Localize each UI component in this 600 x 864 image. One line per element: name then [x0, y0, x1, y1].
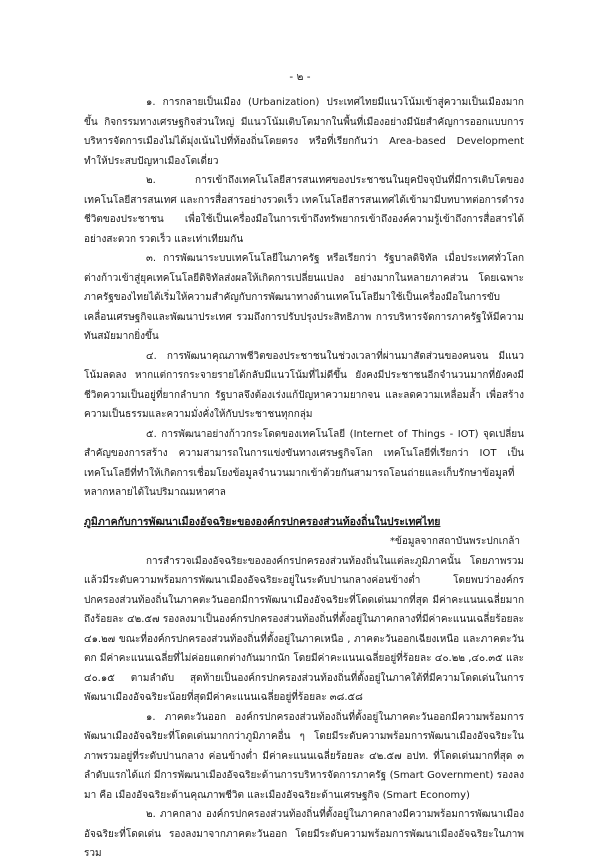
paragraph-eastern-region: ๑. ภาคตะวันออก องค์กรปกครองส่วนท้องถิ่นที่ตั้งอยู่ในภาคตะวันออกมีความพร้อมการพัฒนาเมืองอัจฉริยะที่โดดเด่นมากกว่าภูมิภาคอื่น ๆ โดยมีระดับความพร้อมการพัฒนาเมืองอัจฉริยะในภาพรวมอยู่ที่ระดับปานกลาง ค่อนข้างต่ำ มีค่าคะแนนเฉลี่ยร้อยละ ๔๒.๕๗ อปท. ที่โดดเด่นมากที่สุด ๓ ลำดับแรกได้แก่ มีการพัฒนาเมืองอัจฉริยะด้านการบริหารจัดการภาครัฐ (Smart Government) รองลงมา คือ เมืองอัจฉริยะด้านคุณภาพชีวิต และเมืองอัจฉริยะด้านเศรษฐกิจ (Smart Economy) — [84, 711, 524, 801]
paragraph-central-region: ๒. ภาคกลาง องค์กรปกครองส่วนท้องถิ่นที่ตั้งอยู่ในภาคกลางมีความพร้อมการพัฒนาเมืองอัจฉริยะที่โดดเด่น รองลงมาจากภาคตะวันออก โดยมีระดับความพร้อมการพัฒนาเมืองอัจฉริยะในภาพรวม — [84, 809, 524, 859]
page-number: - ๒ - — [289, 71, 311, 83]
document-body — [84, 93, 524, 864]
section-heading: ภูมิภาคกับการพัฒนาเมืองอัจฉริยะขององค์กรปกครองส่วนท้องถิ่นในประเทศไทย — [84, 515, 441, 528]
paragraph-urbanization: ๑. การกลายเป็นเมือง (Urbanization) ประเทศไทยมีแนวโน้มเข้าสู่ความเป็นเมืองมากขึ้น กิจกรรมทางเศรษฐกิจส่วนใหญ่ มีแนวโน้มเติบโตมากในพื้นที่เมืองอย่างมีนัยสำคัญการออกแบบการบริหารจัดการเมืองไม่ได้มุ่งเน้นไปที่ท้องถิ่นโดยตรง หรือที่เรียกกันว่า Area-based Development ทำให้ประสบปัญหาเมืองโตเดี่ยว — [84, 97, 524, 167]
source-note: *ข้อมูลจากสถาบันพระปกเกล้า — [390, 536, 520, 547]
paragraph-iot: ๕. การพัฒนาอย่างก้าวกระโดดของเทคโนโลยี (Internet of Things - IOT) จุดเปลี่ยนสำคัญของการสร้าง ความสามารถในการแข่งขันทางเศรษฐกิจโลก เทคโนโลยีที่เรียกว่า IOT เป็นเทคโนโลยีที่ทำให้เกิดการเชื่อมโยงข้อมูลจำนวนมากเข้าด้วยกันสามารถโอนถ่ายและเก็บรักษาข้อมูลที่หลากหลายได้ในปริมาณมหาศาล — [84, 428, 524, 498]
paragraph-it-access: ๒. การเข้าถึงเทคโนโลยีสารสนเทศของประชาชนในยุคปัจจุบันที่มีการเติบโตของเทคโนโลยีสารสนเทศ และการสื่อสารอย่างรวดเร็ว เทคโนโลยีสารสนเทศได้เข้ามามีบทบาทต่อการดำรงชีวิตของประชาชน เพื่อใช้เป็นเครื่องมือในการเข้าถึงทรัพยากรเข้าถึงองค์ความรู้เข้าถึงการสื่อสารได้อย่างสะดวก รวดเร็ว และเท่าเทียมกัน — [84, 175, 524, 245]
paragraph-quality-of-life: ๔. การพัฒนาคุณภาพชีวิตของประชาชนในช่วงเวลาที่ผ่านมาสัดส่วนของคนจน มีแนวโน้มลดลง หากแต่การกระจายรายได้กลับมีแนวโน้มที่ไม่ดีขึ้น ยังคงมีประชาชนอีกจำนวนมากที่ยังคงมีชีวิตความเป็นอยู่ที่ยากลำบาก รัฐบาลจึงต้องเร่งแก้ปัญหาความยากจน และลดความเหลื่อมล้ำ เพื่อสร้างความเป็นธรรมและความมั่งคั่งให้กับประชาชนทุกกลุ่ม — [84, 350, 524, 420]
paragraph-survey-overview: การสำรวจเมืองอัจฉริยะขององค์กรปกครองส่วนท้องถิ่นในแต่ละภูมิภาคนั้น โดยภาพรวมแล้วมีระดับความพร้อมการพัฒนาเมืองอัจฉริยะอยู่ในระดับปานกลางค่อนข้างต่ำ โดยพบว่าองค์กรปกครองส่วนท้องถิ่นในภาคตะวันออกมีการพัฒนาเมืองอัจฉริยะที่โดดเด่นมากที่สุด มีค่าคะแนนเฉลี่ยมากถึงร้อยละ ๔๒.๕๗ รองลงมาเป็นองค์กรปกครองส่วนท้องถิ่นที่ตั้งอยู่ในภาคกลางที่มีค่าคะแนนเฉลี่ยร้อยละ ๔๑.๒๗ ขณะที่องค์กรปกครองส่วนท้องถิ่นที่ตั้งอยู่ในภาคเหนือ , ภาคตะวันออกเฉียงเหนือ และภาคตะวันตก มีค่าคะแนนเฉลี่ยที่ไม่ค่อยแตกต่างกันมากนัก โดยมีค่าคะแนนเฉลี่ยอยู่ที่ร้อยละ ๔๐.๒๒ ,๔๐.๓๕ และ ๔๐.๑๕ ตามลำดับ สุดท้ายเป็นองค์กรปกครองส่วนท้องถิ่นที่ตั้งอยู่ในภาคใต้ที่มีความโดดเด่นในการพัฒนาเมืองอัจฉริยะน้อยที่สุดมีค่าคะแนนเฉลี่ยอยู่ที่ร้อยละ ๓๘.๕๘ — [84, 555, 524, 703]
paragraph-digital-government: ๓. การพัฒนาระบบเทคโนโลยีในภาครัฐ หรือเรียกว่า รัฐบาลดิจิทัล เมื่อประเทศทั่วโลกต่างก้าวเข้าสู่ยุคเทคโนโลยีดิจิทัลส่งผลให้เกิดการเปลี่ยนแปลง อย่างมากในหลายภาคส่วน โดยเฉพาะภาครัฐของไทยได้เริ่มให้ความสำคัญกับการพัฒนาทางด้านเทคโนโลยีมาใช้เป็นเครื่องมือในการขับเคลื่อนเศรษฐกิจและพัฒนาประเทศ รวมถึงการปรับปรุงประสิทธิภาพ การบริหารจัดการภาครัฐให้มีความทันสมัยมากยิ่งขึ้น — [84, 253, 524, 342]
section-spacer — [84, 503, 524, 513]
